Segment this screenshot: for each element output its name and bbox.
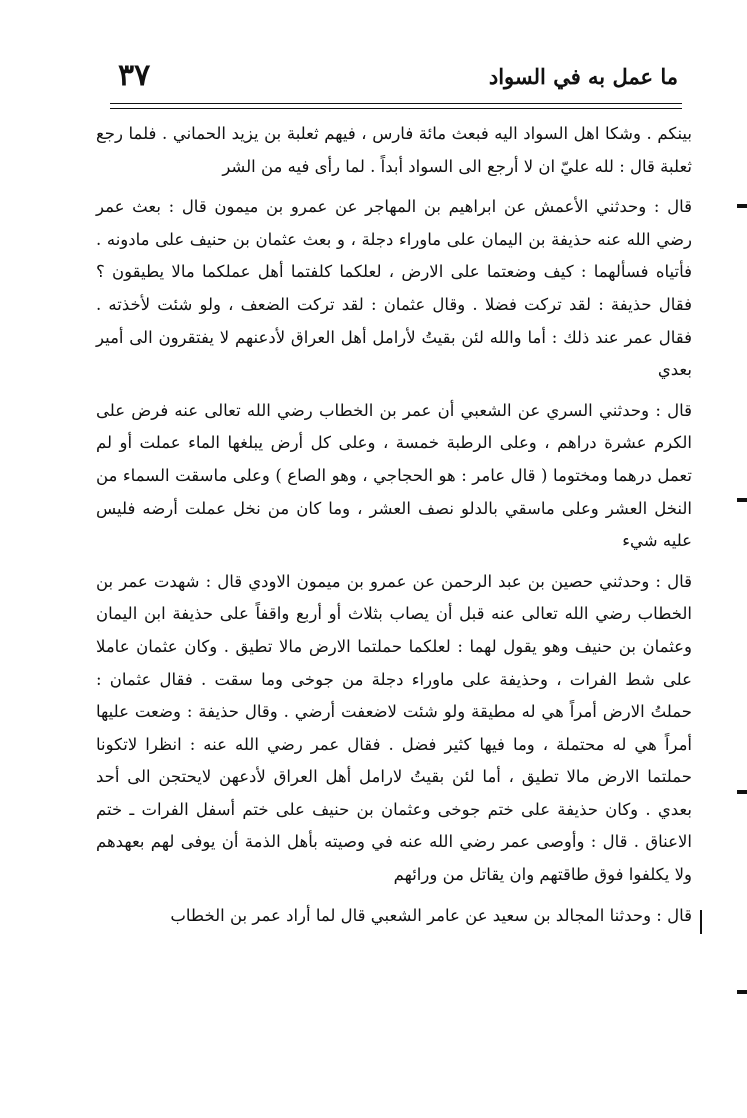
body-text <box>96 118 692 932</box>
paragraph-3: قال : وحدثني السري عن الشعبي أن عمر بن الخطاب رضي الله تعالى عنه فرض على الكرم عشرة دراهم ، وعلى الرطبة خمسة ، وعلى كل أرض يبلغها الماء عملت أو لم تعمل درهما ومختوما ( قال عامر : هو الحجاجي ، وهو الصاع ) وعلى ماسقت السماء من النخل العشر وعلى ماسقي بالدلو نصف العشر ، وما كان من نخل عملت أرضه فليس عليه شيء <box>96 400 692 551</box>
page-number: ٣٧ <box>118 58 151 93</box>
margin-mark <box>737 204 747 208</box>
margin-mark <box>737 990 747 994</box>
paragraph-5: قال : وحدثنا المجالد بن سعيد عن عامر الشعبي قال لما أراد عمر بن الخطاب <box>170 905 692 925</box>
margin-mark <box>737 498 747 502</box>
margin-mark <box>700 910 702 934</box>
paragraph-1: بينكم . وشكا اهل السواد اليه فبعث مائة فارس ، فيهم ثعلبة بن يزيد الحماني . فلما رجع ثعلبة قال : لله عليّ ان لا أرجع الى السواد أبداً . لما رأى فيه من الشر <box>96 124 692 176</box>
running-head: ما عمل به في السواد <box>488 64 678 89</box>
header-rule-bottom <box>110 108 682 109</box>
header-rule-top <box>110 103 682 104</box>
margin-mark <box>737 790 747 794</box>
paragraph-2: قال : وحدثني الأعمش عن ابراهيم بن المهاجر عن عمرو بن ميمون قال : بعث عمر رضي الله عنه حذيفة بن اليمان على ماوراء دجلة ، و بعث عثمان بن حنيف على مادونه . فأتياه فسألهما : كيف وضعتما على الارض ، لعلكما كلفتما أهل عملكما مالا يطيقون ؟ فقال حذيفة : لقد تركت فضلا . وقال عثمان : لقد تركت الضعف ، ولو شئت لأخذته . فقال عمر عند ذلك : أما والله لئن بقيتُ لأرامل أهل العراق لأدعنهم لا يفتقرون الى أمير بعدي <box>96 197 692 380</box>
paragraph-4: قال : وحدثني حصين بن عبد الرحمن عن عمرو بن ميمون الاودي قال : شهدت عمر بن الخطاب رضي الله تعالى عنه قبل أن يصاب بثلاث أو أربع واقفاً على حذيفة ابن اليمان وعثمان بن حنيف وهو يقول لهما : لعلكما حملتما الارض مالا تطيق . وكان عثمان عاملا على شط الفرات ، وحذيفة على ماوراء دجلة من جوخى وما سقت . فقال عثمان : حملتُ الارض أمراً هي له مطيقة ولو شئت لاضعفت أرضي . وقال حذيفة : وضعت عليها أمراً هي له محتملة ، وما فيها كثير فضل . فقال عمر رضي الله عنه : انظرا لاتكونا حملتما الارض مالا تطيق ، أما لئن بقيتُ لارامل أهل العراق لأدعهن لايحتجن الى أحد بعدي . وكان حذيفة على ختم جوخى وعثمان بن حنيف على ختم أسفل الفرات ـ ختم الاعناق . قال : وأوصى عمر رضي الله عنه في وصيته بأهل الذمة أن يوفى لهم بعهدهم ولا يكلفوا فوق طاقتهم وان يقاتل من ورائهم <box>96 571 692 885</box>
page-header <box>118 58 678 98</box>
